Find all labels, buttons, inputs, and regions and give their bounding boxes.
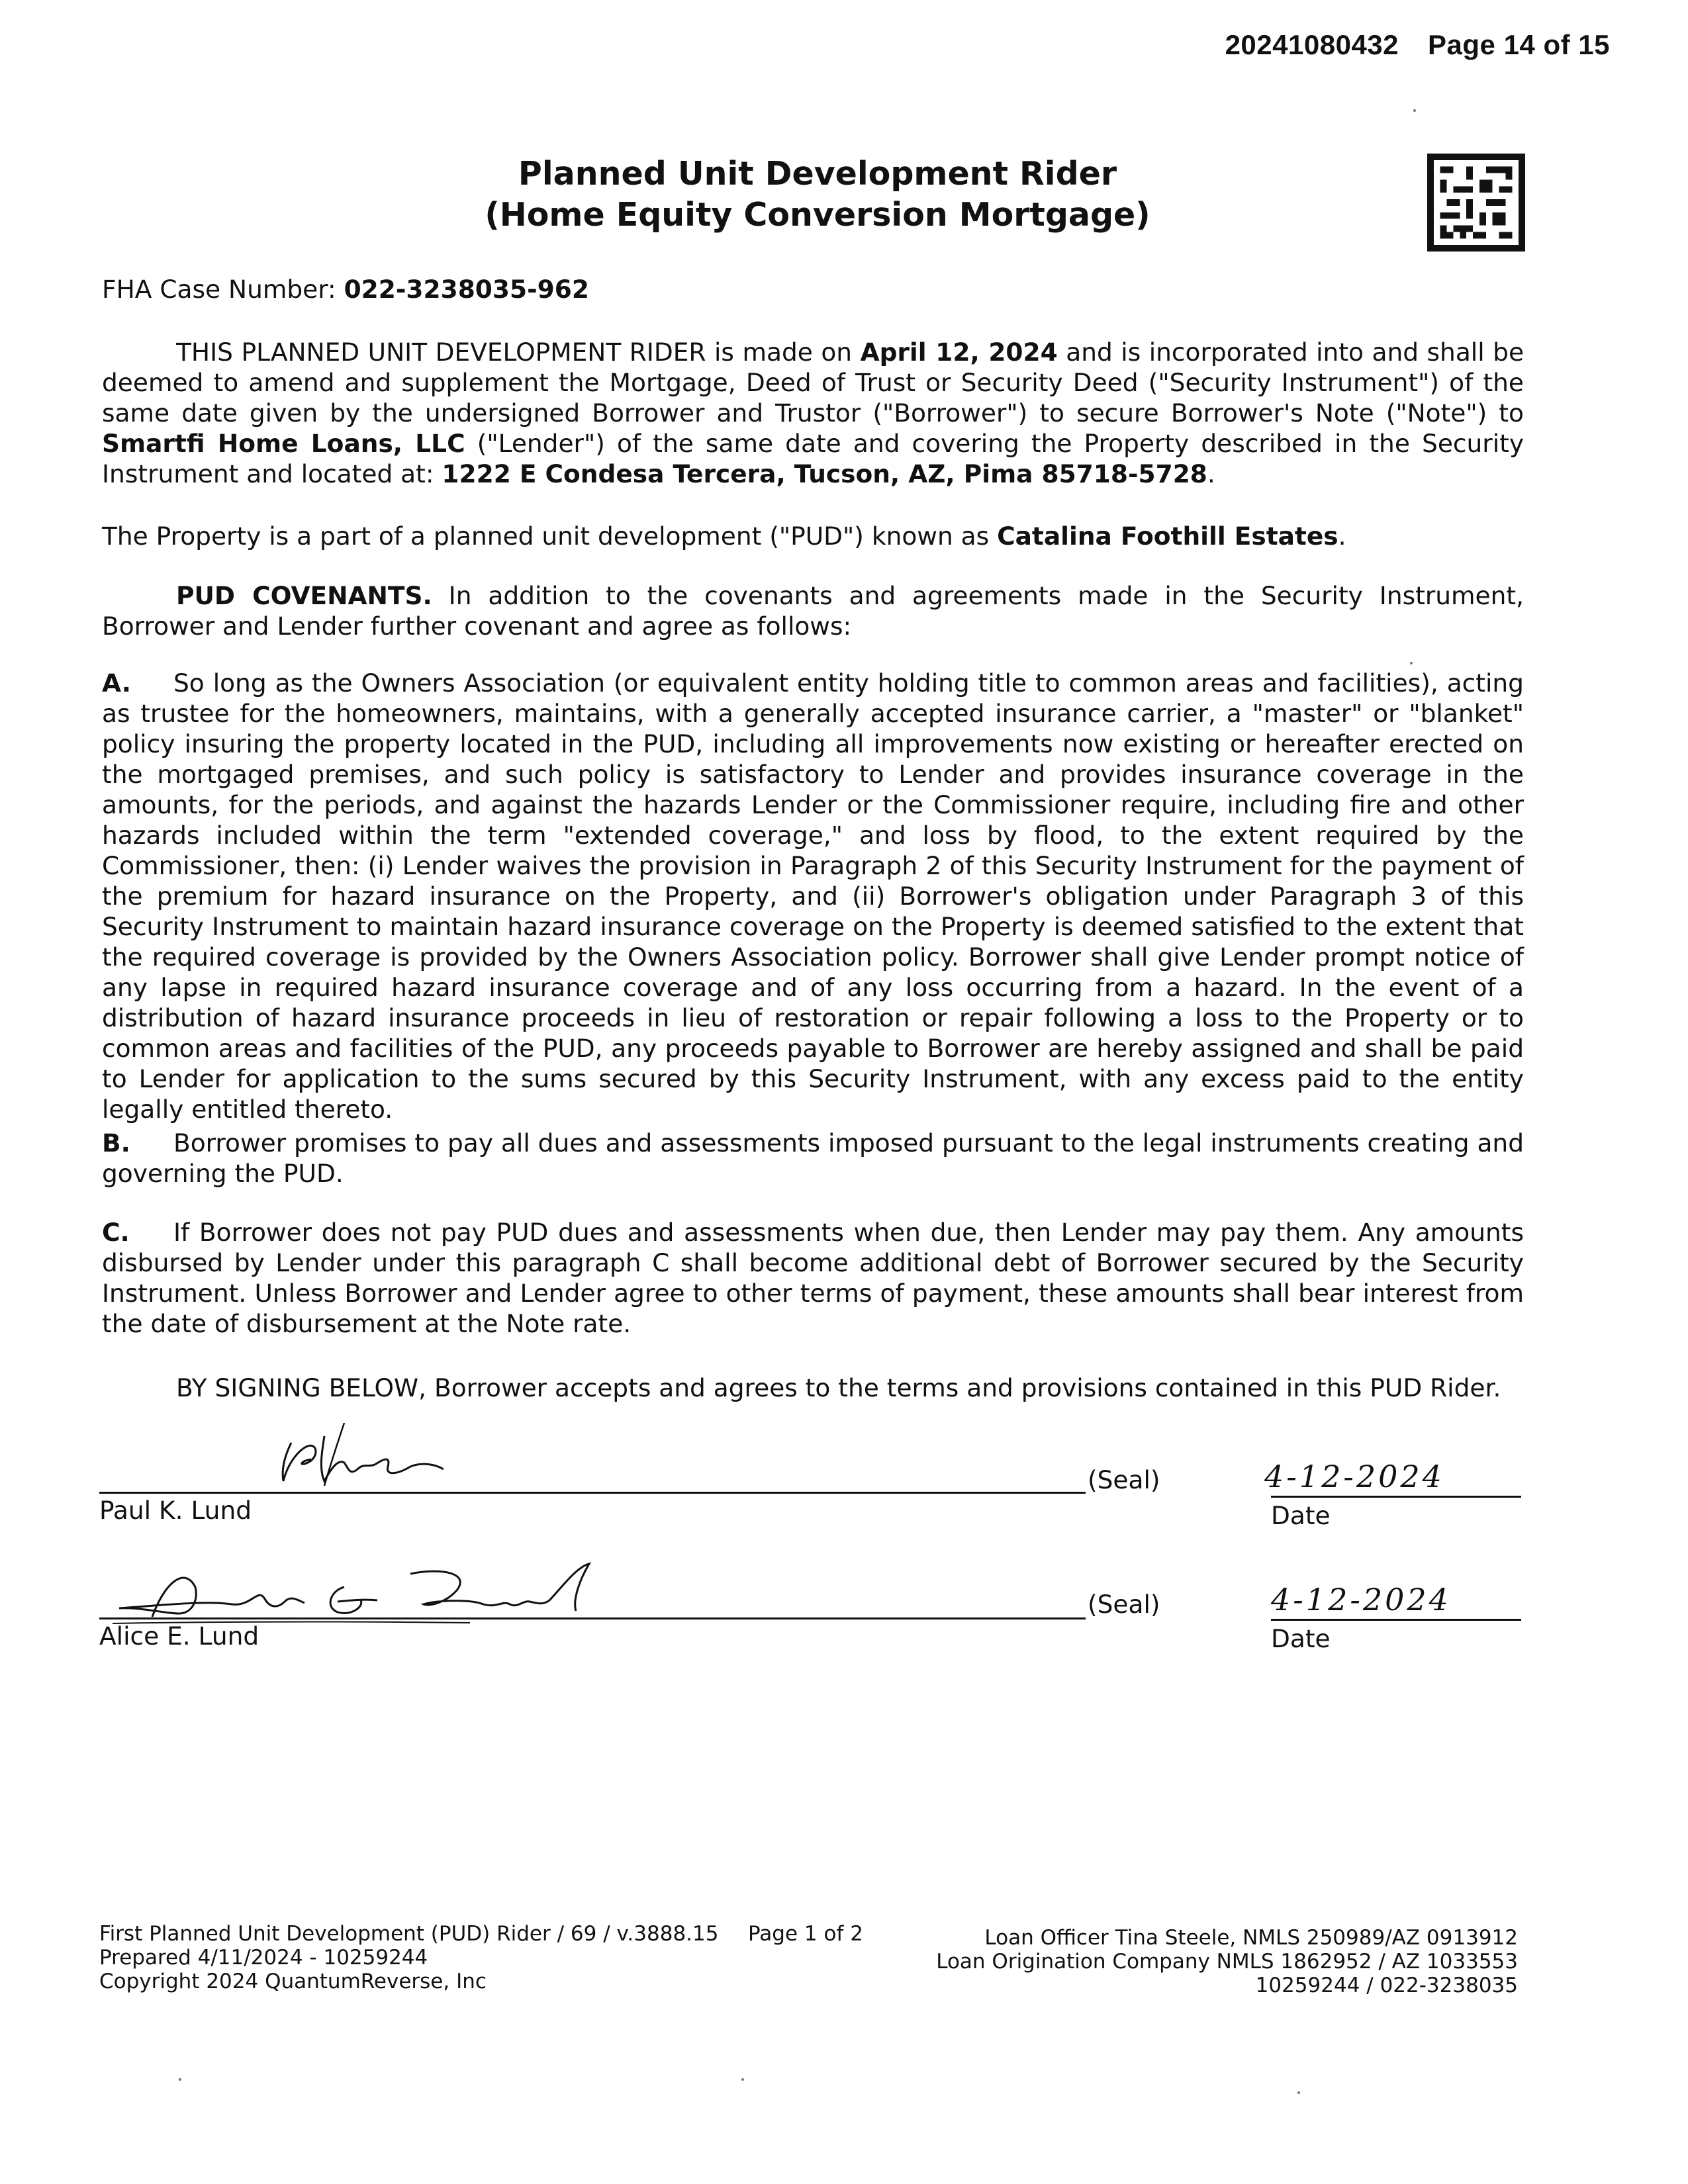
signature-paul	[126, 1423, 444, 1489]
seal-label-2: (Seal)	[1088, 1590, 1160, 1619]
footer-form-name: First Planned Unit Development (PUD) Rider / 69 / v.3888.15	[99, 1922, 719, 1946]
signing-statement: BY SIGNING BELOW, Borrower accepts and agrees to the terms and provisions contained in this PUD Rider.	[176, 1373, 1501, 1402]
document-number: 20241080432	[1225, 29, 1399, 60]
lender-name: Smartfi Home Loans, LLC	[102, 429, 465, 458]
signature-line-1	[99, 1492, 1086, 1494]
footer-copyright: Copyright 2024 QuantumReverse, Inc	[99, 1970, 487, 1993]
section-b: B. Borrower promises to pay all dues and assessments imposed pursuant to the legal instruments creating and governing the PUD.	[102, 1128, 1524, 1188]
fha-case-number: FHA Case Number: 022-3238035-962	[102, 275, 589, 304]
date-line-1	[1271, 1496, 1521, 1498]
section-b-label: B.	[102, 1128, 130, 1158]
scan-speck	[1413, 109, 1416, 112]
section-a: A. So long as the Owners Association (or equivalent entity holding title to common areas and facilities), acting as trustee for the homeowners, maintains, with a generally accepted insurance carrier, a "master" or "blanket" policy insuring the property located in the PUD, including all improvements now existing or hereafter erected on the mortgaged premises, and such policy is satisfactory to Lender and provides insurance coverage in the amounts, for the periods, and against the hazards Lender or the Commissioner require, including fire and other hazards included within the term "extended coverage," and loss by flood, to the extent required by the Commissioner, then: (i) Lender waives the provision in Paragraph 2 of this Security Instrument for the payment of the premium for hazard insurance on the Property, and (ii) Borrower's obligation under Paragraph 3 of this Security Instrument to maintain hazard insurance coverage on the Property is deemed satisfied to the extent that the required coverage is provided by the Owners Association policy. Borrower shall give Lender prompt notice of any lapse in required hazard insurance coverage and of any loss occurring from a hazard. In the event of a distribution of hazard insurance proceeds in lieu of restoration or repair following a loss to the Property or to common areas and facilities of the PUD, any proceeds payable to Borrower are hereby assigned and shall be paid to Lender for application to the sums secured by this Security Instrument, with any excess paid to the entity legally entitled thereto.	[102, 668, 1524, 1124]
seal-label-1: (Seal)	[1088, 1465, 1160, 1494]
footer-left	[99, 1922, 718, 1993]
pud-paragraph: The Property is a part of a planned unit development ("PUD") known as Catalina Foothill Estates.	[102, 522, 1346, 551]
rider-date: April 12, 2024	[860, 338, 1058, 367]
section-c: C. If Borrower does not pay PUD dues and assessments when due, then Lender may pay them. Any amounts disbursed by Lender under this paragraph C shall become additional debt of Borrower secured by the Security Instrument. Unless Borrower and Lender agree to other terms of payment, these amounts shall bear interest from the date of disbursement at the Note rate.	[102, 1218, 1524, 1338]
covenants-paragraph: PUD COVENANTS. In addition to the covenants and agreements made in the Security Instrument, Borrower and Lender further covenant and agree as follows:	[102, 581, 1524, 641]
fha-case-value: 022-3238035-962	[344, 275, 589, 304]
footer-loan-ids: 10259244 / 022-3238035	[1255, 1974, 1518, 1997]
scan-speck	[741, 2078, 744, 2081]
intro-paragraph: THIS PLANNED UNIT DEVELOPMENT RIDER is made on April 12, 2024 and is incorporated into and shall be deemed to amend and supplement the Mortgage, Deed of Trust or Security Deed ("Security Instrument") of the same date given by the undersigned Borrower and Trustor ("Borrower") to secure Borrower's Note ("Note") to Smartfi Home Loans, LLC ("Lender") of the same date and covering the Property described in the Security Instrument and located at: 1222 E Condesa Tercera, Tucson, AZ, Pima 85718-5728.	[102, 338, 1524, 488]
borrower-name-1: Paul K. Lund	[99, 1496, 252, 1525]
footer-page-number: Page 1 of 2	[748, 1922, 863, 1946]
covenants-heading: PUD COVENANTS.	[176, 581, 432, 610]
date-label-1: Date	[1271, 1501, 1331, 1530]
handwritten-date-1: 4-12-2024	[1264, 1459, 1444, 1494]
title-line-1: Planned Unit Development Rider	[518, 155, 1117, 193]
date-line-2	[1271, 1619, 1521, 1621]
borrower-name-2: Alice E. Lund	[99, 1621, 259, 1651]
footer-loan-company: Loan Origination Company NMLS 1862952 / AZ 1033553	[936, 1950, 1518, 1974]
footer-right	[936, 1926, 1518, 1997]
scan-speck	[1297, 2091, 1300, 2094]
footer-loan-officer: Loan Officer Tina Steele, NMLS 250989/AZ 0913912	[984, 1926, 1518, 1950]
section-a-label: A.	[102, 668, 131, 698]
page-header	[1225, 29, 1610, 61]
signature-alice	[99, 1561, 616, 1627]
scan-speck	[1410, 662, 1413, 664]
property-address: 1222 E Condesa Tercera, Tucson, AZ, Pima 85718-5728	[442, 459, 1207, 488]
barcode-icon	[1427, 154, 1526, 251]
scan-speck	[179, 2078, 181, 2081]
signature-line-2	[99, 1617, 1086, 1619]
title-line-2: (Home Equity Conversion Mortgage)	[485, 196, 1150, 234]
section-c-label: C.	[102, 1218, 130, 1247]
pud-name: Catalina Foothill Estates	[997, 522, 1338, 551]
handwritten-date-2: 4-12-2024	[1271, 1582, 1451, 1617]
date-label-2: Date	[1271, 1624, 1331, 1653]
footer-prepared: Prepared 4/11/2024 - 10259244	[99, 1946, 428, 1970]
page-indicator: Page 14 of 15	[1428, 29, 1610, 60]
